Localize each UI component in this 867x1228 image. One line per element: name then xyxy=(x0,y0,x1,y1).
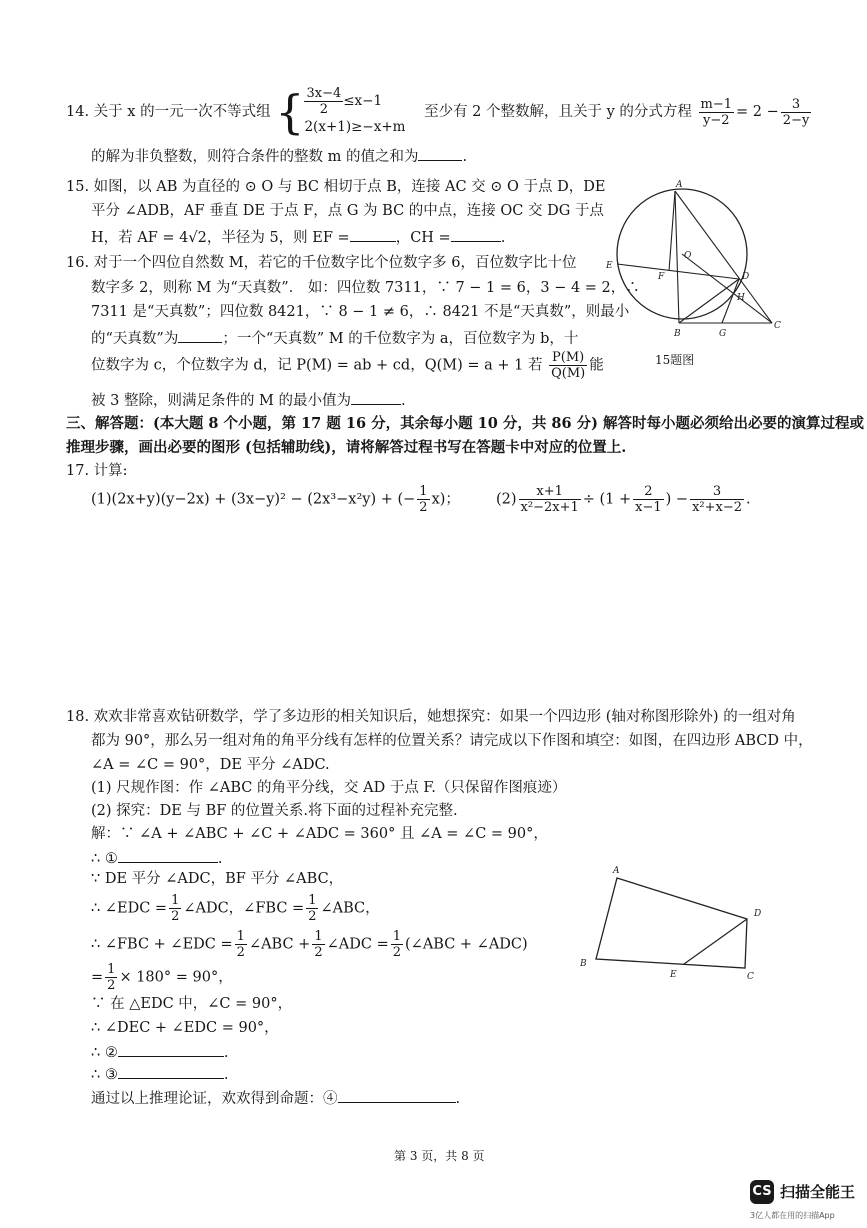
q18-step2-blank[interactable] xyxy=(118,1042,224,1057)
q16-line5-a: 位数字为 c，个位数字为 d，记 P(M) = ab + cd，Q(M) = a + 1 若 xyxy=(91,357,543,374)
q18-half-den: 2 xyxy=(107,978,116,993)
q16-line2: 数字多 2，则称 M 为“天真数”． 如：四位数 7311，∵ 7 − 1 = 6，3 − 4 = 2，∴ xyxy=(91,280,640,296)
q17-part2-c: ) − xyxy=(665,491,689,508)
q17-part1-den: 2 xyxy=(419,500,428,515)
q16-line1: 16. 对于一个四位自然数 M，若它的千位数字比个位数字多 6，百位数字比十位 xyxy=(66,255,577,271)
q18-line9-b: ∠ADC，∠FBC = xyxy=(183,900,305,917)
q17-p2-num2: 2 xyxy=(633,484,664,500)
fig15-label-C: C xyxy=(774,321,781,331)
q15-line3-a: H，若 AF = 4√2，半径为 5，则 EF = xyxy=(91,230,350,246)
q18-step3-blank[interactable] xyxy=(118,1064,224,1079)
q18-step2-end: . xyxy=(223,1045,229,1061)
fig15-caption: 15题图 xyxy=(655,353,695,367)
q16-line5-b: 能 xyxy=(589,357,604,374)
q18-step1-blank[interactable] xyxy=(118,848,218,863)
q17-part2-b: ÷ (1 + xyxy=(582,491,632,508)
q18-step3-label: ∴ ③ xyxy=(91,1067,118,1083)
q18-line10 xyxy=(91,929,528,960)
q18-half-den: 2 xyxy=(392,945,402,960)
q17-part1-a: (1)(2x+y)(y−2x) + (3x−y)² − (2x³−x²y) + (− xyxy=(91,491,416,508)
q16-line3: 7311 是“天真数”；四位数 8421，∵ 8 − 1 ≠ 6，∴ 8421 不是“天真数”，则最小 xyxy=(91,304,630,320)
fig18-label-D: D xyxy=(754,909,762,919)
q18-half-num: 1 xyxy=(236,929,245,944)
fig18-line-DE xyxy=(684,919,747,964)
fig15-line-OC xyxy=(682,254,772,323)
q17-p2-den2: x−1 xyxy=(635,500,662,515)
q18-step2-label: ∴ ② xyxy=(91,1045,118,1061)
camscanner-name: 扫描全能王 xyxy=(780,1183,856,1201)
q18-line12: ∵ 在 △EDC 中，∠C = 90°， xyxy=(91,996,293,1012)
q17-part1-b: x)； xyxy=(431,491,460,508)
q14-brace: { xyxy=(275,85,305,139)
q17-p2-num1: x+1 xyxy=(519,484,581,500)
q18-line11-b: × 180° = 90°， xyxy=(119,969,233,986)
q18-line3: ∠A = ∠C = 90°，DE 平分 ∠ADC. xyxy=(91,757,330,773)
camscanner-slogan: 3亿人都在用的扫描App xyxy=(750,1211,835,1220)
q15-ef-blank[interactable] xyxy=(350,227,396,242)
q18-line1: 18. 欢欢非常喜欢钻研数学，学了多边形的相关知识后，她想探究：如果一个四边形 (轴对称图形除外) 的一组对角 xyxy=(66,709,796,725)
fig15-diameter-AB xyxy=(675,191,679,323)
q14-text-b: 至少有 2 个整数解，且关于 y 的分式方程 xyxy=(424,104,692,120)
q18-line8: ∵ DE 平分 ∠ADC，BF 平分 ∠ABC， xyxy=(91,871,344,887)
q15-ch-blank[interactable] xyxy=(451,227,501,242)
q18-half-num: 1 xyxy=(171,893,180,908)
fig15-label-E: E xyxy=(606,261,613,271)
q17-part2 xyxy=(496,484,751,515)
q14-ineq1-rest: ≤x−1 xyxy=(343,93,383,109)
q18-line9 xyxy=(91,893,380,924)
q18-line5: (2) 探究：DE 与 BF 的位置关系.将下面的过程补充完整. xyxy=(91,803,458,819)
q16-line4-b: ；一个“天真数” M 的千位数字为 a，百位数字为 b，十 xyxy=(222,331,579,347)
q18-half-num: 1 xyxy=(392,929,402,944)
q15-line1: 15. 如图，以 AB 为直径的 ⊙ O 与 BC 相切于点 B，连接 AC 交 ⊙ O 于点 D，DE xyxy=(66,179,606,195)
q18-half-den: 2 xyxy=(171,909,180,924)
q18-proposition-label: 通过以上推理论证，欢欢得到命题：④ xyxy=(91,1091,338,1107)
q14-eq-num1: m−1 xyxy=(700,96,733,112)
fig18-label-C: C xyxy=(747,972,754,982)
q16-line6 xyxy=(91,390,406,410)
section3-instructions-line2: 推理步骤，画出必要的图形 (包括辅助线)，请将解答过程书写在答题卡中对应的位置上. xyxy=(66,439,627,456)
q14-text-a: 14. 关于 x 的一元一次不等式组 xyxy=(66,104,271,120)
fig15-label-G: G xyxy=(719,329,727,339)
q14-answer-blank[interactable] xyxy=(418,146,462,161)
q17-part2-d: . xyxy=(746,491,751,508)
q15-line2: 平分 ∠ADB，AF 垂直 DE 于点 F，点 G 为 BC 的中点，连接 OC 交 DG 于点 xyxy=(91,203,604,219)
fig18-quadrilateral-ABCD xyxy=(596,878,747,968)
q18-step3-end: . xyxy=(223,1067,229,1083)
fig18-label-E: E xyxy=(670,970,677,980)
fig15-label-A: A xyxy=(676,180,683,190)
q18-line4: (1) 尺规作图：作 ∠ABC 的角平分线，交 AD 于点 F.（只保留作图痕迹） xyxy=(91,780,567,796)
q18-half-den: 2 xyxy=(236,945,245,960)
q15-line3 xyxy=(91,227,505,247)
q18-line9-a: ∴ ∠EDC = xyxy=(91,900,168,917)
q14-inequality-system xyxy=(304,86,405,138)
q17-p2-num3: 3 xyxy=(690,484,744,500)
q16-frac-den: Q(M) xyxy=(551,366,586,381)
q14-line1 xyxy=(66,86,813,138)
q18-line10-a: ∴ ∠FBC + ∠EDC = xyxy=(91,936,233,953)
q14-ineq2: 2(x+1)≥−x+m xyxy=(304,119,406,135)
fig15-label-F: F xyxy=(658,272,665,282)
q18-proposition-end: . xyxy=(455,1091,461,1107)
q18-line11-a: = xyxy=(91,969,104,986)
q17-title: 17. 计算: xyxy=(66,463,128,479)
q14-ineq1-num: 3x−4 xyxy=(306,86,342,101)
q18-half-num: 1 xyxy=(314,929,323,944)
q14-line2-end: . xyxy=(462,149,468,165)
q18-line16 xyxy=(91,1088,460,1108)
q18-line9-c: ∠ABC， xyxy=(320,900,380,917)
q14-eq-den2: 2−y xyxy=(782,112,810,128)
q14-line2 xyxy=(91,146,467,166)
q18-line15 xyxy=(91,1064,228,1084)
q16-line5 xyxy=(91,350,604,381)
page-number: 第 3 页，共 8 页 xyxy=(394,1149,485,1163)
q16-frac-num: P(M) xyxy=(549,350,587,366)
q18-line13: ∴ ∠DEC + ∠EDC = 90°， xyxy=(91,1020,279,1036)
q17-part1-num: 1 xyxy=(419,484,428,499)
q18-line7 xyxy=(91,848,222,868)
q18-half-num: 1 xyxy=(107,962,116,977)
q18-line10-d: (∠ABC + ∠ADC) xyxy=(405,936,528,953)
q18-line10-b: ∠ABC + xyxy=(248,936,311,953)
q16-line4 xyxy=(91,328,578,348)
q18-step1-label: ∴ ① xyxy=(91,851,118,867)
q14-ineq1-den: 2 xyxy=(319,102,328,117)
q18-half-den: 2 xyxy=(314,945,323,960)
fig15-label-B: B xyxy=(674,329,681,339)
q18-line2: 都为 90°，那么另一组对角的角平分线有怎样的位置关系？请完成以下作图和填空：如图，在四边形 ABCD 中， xyxy=(91,733,813,749)
q16-line6-b: . xyxy=(401,393,406,409)
q15-line3-b: ，CH = xyxy=(395,230,451,246)
q18-proposition-blank[interactable] xyxy=(338,1088,456,1103)
fig15-line-AF xyxy=(669,191,675,271)
q18-half-den: 2 xyxy=(308,909,317,924)
q18-line10-c: ∠ADC = xyxy=(326,936,389,953)
q17-p2-den1: x²−2x+1 xyxy=(520,500,579,515)
q15-line3-c: . xyxy=(500,230,506,246)
q17-part2-a: (2) xyxy=(496,491,517,508)
q18-step1-end: . xyxy=(217,851,223,867)
section3-instructions-line1: 三、解答题：(本大题 8 个小题，第 17 题 16 分，其余每小题 10 分，共 86 分) 解答时每小题必须给出必要的演算过程或 xyxy=(66,415,865,432)
q18-line6: 解：∵ ∠A + ∠ABC + ∠C + ∠ADC = 360° 且 ∠A = ∠C = 90°， xyxy=(91,826,548,842)
q18-line11 xyxy=(91,962,233,993)
q18-line14 xyxy=(91,1042,228,1062)
camscanner-logo-icon: CS xyxy=(750,1180,774,1204)
fig15-label-D: D xyxy=(742,272,750,282)
fig15-label-O: O xyxy=(684,251,692,261)
fig18-label-B: B xyxy=(580,959,587,969)
q18-half-num: 1 xyxy=(308,893,317,908)
q16-line6-a: 被 3 整除，则满足条件的 M 的最小值为 xyxy=(91,393,352,409)
q14-eq-num2: 3 xyxy=(781,97,812,113)
q16-line4-a: 的“天真数”为 xyxy=(91,331,179,347)
q16-M-blank[interactable] xyxy=(351,390,401,405)
q16-min-blank[interactable] xyxy=(178,328,222,343)
figure-15 xyxy=(600,178,800,368)
fig18-label-A: A xyxy=(613,866,620,876)
q14-eq-mid: = 2 − xyxy=(736,104,779,120)
fig15-label-H: H xyxy=(737,293,745,303)
q14-line2-text: 的解为非负整数，则符合条件的整数 m 的值之和为 xyxy=(91,149,419,165)
q14-eq-den1: y−2 xyxy=(703,112,730,128)
q17-part1 xyxy=(91,484,460,515)
q17-p2-den3: x²+x−2 xyxy=(692,500,743,515)
figure-18 xyxy=(575,860,775,985)
